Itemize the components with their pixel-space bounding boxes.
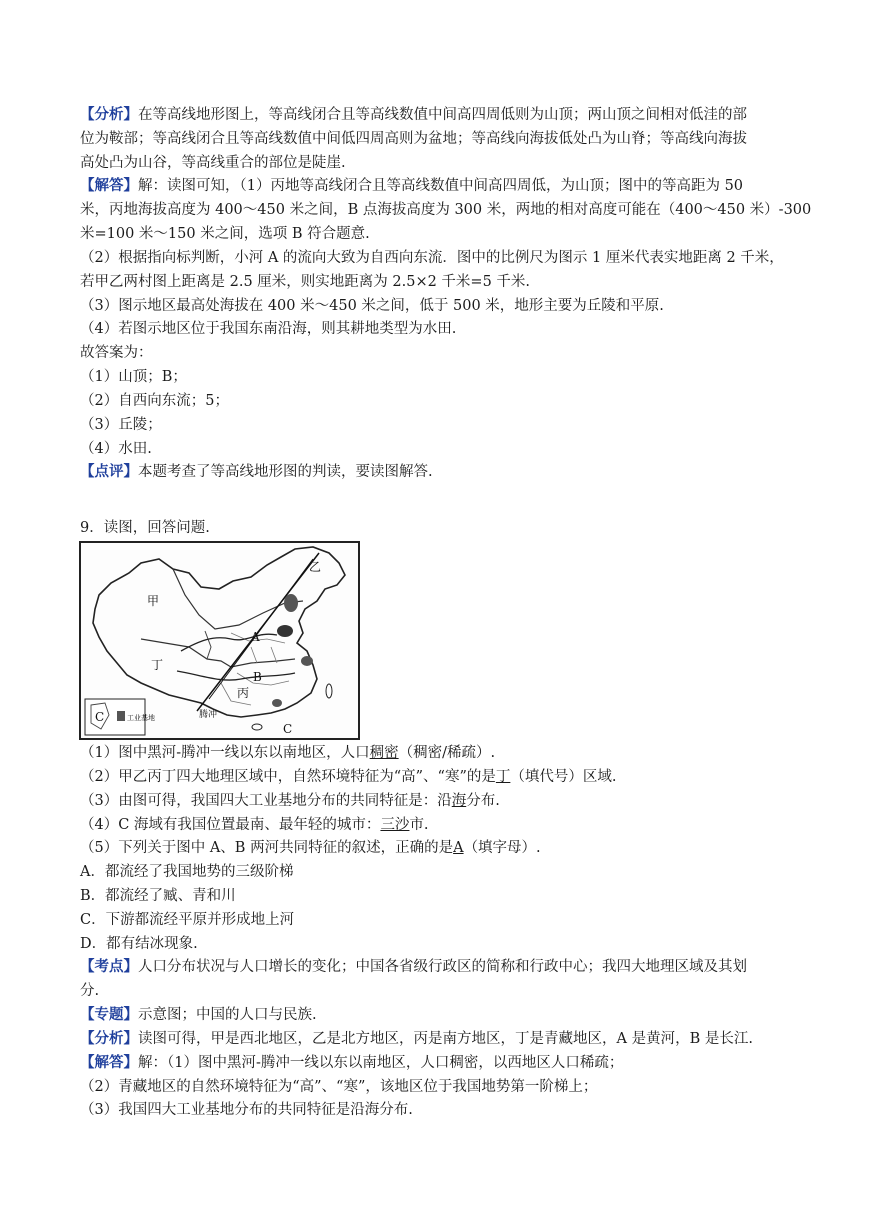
taiwan-island (326, 684, 332, 698)
answer-line: （2）自西向东流；5； (80, 393, 229, 409)
solution-line: 【解答】解：读图可知，（1）丙地等高线闭合且等高线数值中间高四周低，为山顶；图中的等高距为 50 (80, 177, 744, 194)
river-b (177, 671, 295, 680)
analysis-line: 位为鞍部；等高线闭合且等高线数值中间低四周高则为盆地；等高线向海拔低处凸为山脊；等高线向海拔 (80, 131, 747, 147)
region-boundary (205, 631, 211, 659)
question-item: （4）C 海域有我国位置最南、最年轻的城市：三沙市. (80, 817, 429, 833)
question-item: （5）下列关于图中 A、B 两河共同特征的叙述，正确的是A（填字母）. (80, 840, 541, 856)
question-item: （2）甲乙丙丁四大地理区域中，自然环境特征为“高”、“寒”的是丁（填代号）区域. (80, 769, 617, 785)
solution-line: 米=100 米～150 米之间，选项 B 符合题意. (80, 226, 370, 242)
label-yi: 乙 (309, 560, 322, 574)
answer-line: （3）丘陵； (80, 417, 162, 433)
analysis-line: 高处凸为山谷，等高线重合的部位是陡崖. (80, 155, 346, 171)
label-c-sea: C (283, 722, 293, 736)
label-bing: 丙 (237, 686, 250, 700)
label-a: A (251, 630, 260, 644)
label-ding: 丁 (151, 658, 164, 672)
label-c-inset: C (95, 710, 105, 724)
question-item: （1）图中黑河-腾冲一线以东以南地区，人口稠密（稠密/稀疏）. (80, 745, 496, 761)
river-a (181, 634, 277, 651)
knowledge-point-line: 分. (80, 983, 100, 999)
solution-line: （3）我国四大工业基地分布的共同特征是沿海分布. (80, 1102, 413, 1118)
answer-heading: 故答案为： (80, 345, 153, 361)
option-a: A．都流经了我国地势的三级阶梯 (80, 864, 294, 880)
solution-line: （2）青藏地区的自然环境特征为“高”、“寒”，该地区位于我国地势第一阶梯上； (80, 1079, 598, 1095)
solution-line: （4）若图示地区位于我国东南沿海，则其耕地类型为水田. (80, 321, 457, 337)
solution-line: 【解答】解：（1）图中黑河-腾冲一线以东以南地区，人口稠密，以西地区人口稀疏； (80, 1054, 624, 1071)
hainan-island (252, 724, 262, 730)
industrial-base (284, 594, 298, 612)
question-title: 9．读图，回答问题. (80, 520, 210, 536)
legend-symbol (117, 711, 125, 721)
analysis-line: 【分析】读图可得，甲是西北地区，乙是北方地区，丙是南方地区，丁是青藏地区，A 是黄河，B 是长江. (80, 1030, 753, 1047)
label-jia: 甲 (147, 594, 160, 608)
knowledge-point-line: 【考点】人口分布状况与人口增长的变化；中国各省级行政区的简称和行政中心；我四大地理区域及其划 (80, 958, 747, 975)
solution-line: 米，丙地海拔高度为 400～450 米之间，B 点海拔高度为 300 米，两地的相对高度可能在（400～450 米）-300 (80, 202, 812, 218)
china-map-figure (79, 541, 360, 740)
solution-line: （2）根据指向标判断，小河 A 的流向大致为自西向东流．图中的比例尺为图示 1 厘米代表实地距离 2 千米， (80, 250, 784, 266)
industrial-base (301, 656, 313, 666)
answer-line: （4）水田. (80, 441, 152, 457)
question-item: （3）由图可得，我国四大工业基地分布的共同特征是：沿海分布. (80, 793, 500, 809)
comment-line: 【点评】本题考查了等高线地形图的判读，要读图解答. (80, 463, 433, 480)
china-outline (93, 547, 345, 717)
industrial-base (277, 625, 293, 637)
option-b: B．都流经了臧、青和川 (80, 888, 236, 904)
answer-line: （1）山顶；B； (80, 369, 187, 385)
option-d: D．都有结冰现象. (80, 936, 198, 952)
solution-line: 若甲乙两村图上距离是 2.5 厘米，则实地距离为 2.5×2 千米=5 千米. (80, 274, 531, 290)
analysis-line: 【分析】在等高线地形图上，等高线闭合且等高线数值中间高四周低则为山顶；两山顶之间相对低洼的部 (80, 106, 747, 123)
solution-line: （3）图示地区最高处海拔在 400 米～450 米之间，低于 500 米，地形主要为丘陵和平原. (80, 298, 664, 314)
topic-line: 【专题】示意图；中国的人口与民族. (80, 1006, 317, 1023)
region-boundary (141, 639, 295, 667)
option-c: C．下游都流经平原并形成地上河 (80, 912, 295, 928)
label-legend: 工业基地 (127, 714, 155, 722)
label-tengchong: 腾冲 (199, 710, 218, 720)
label-b: B (253, 670, 262, 684)
china-map (81, 543, 358, 738)
industrial-base (272, 699, 282, 707)
